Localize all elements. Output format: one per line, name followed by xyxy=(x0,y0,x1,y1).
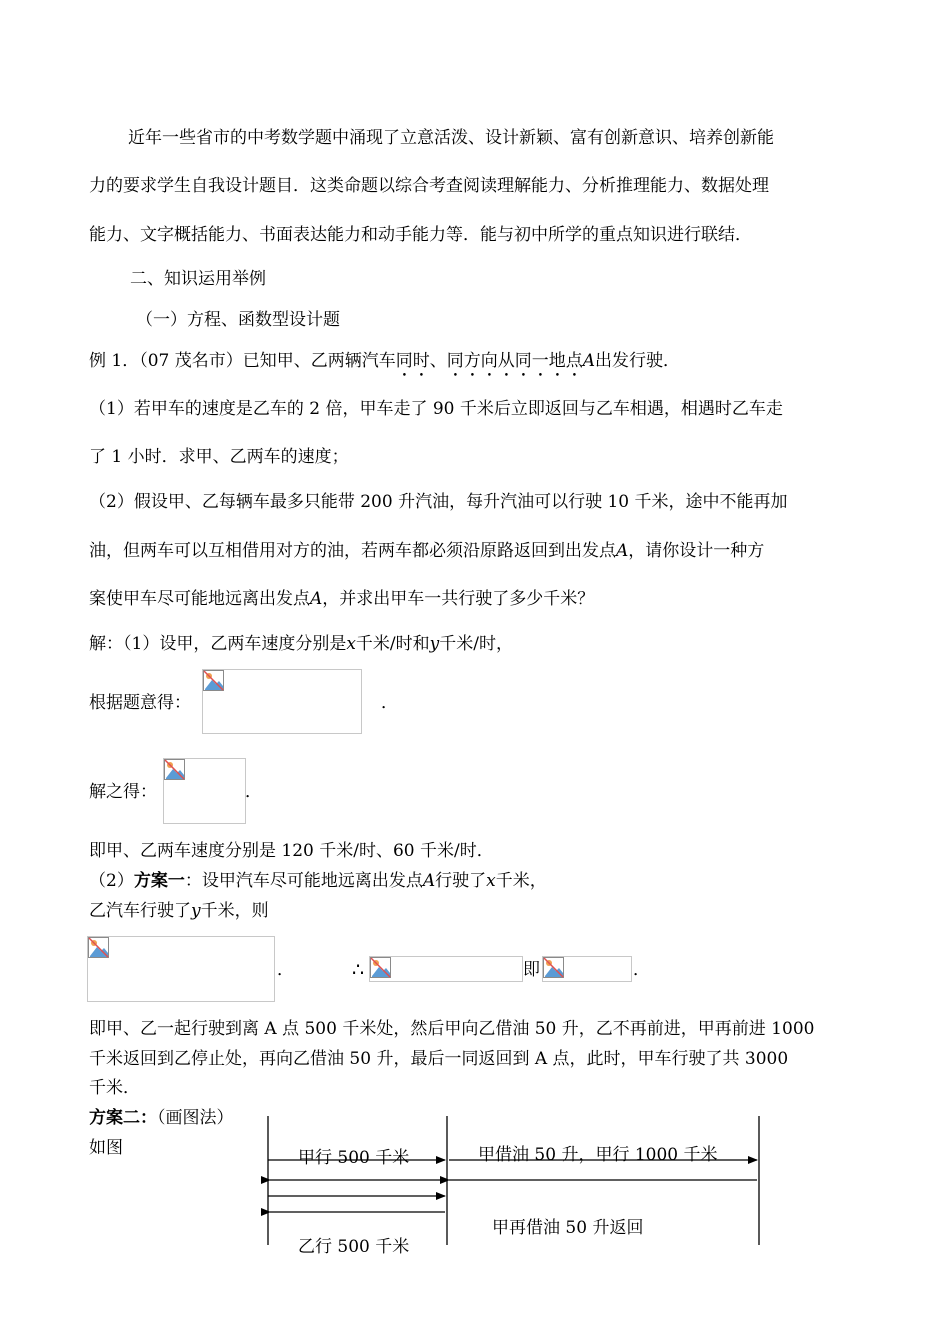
plan-text: ：设甲汽车尽可能地远离出发点 xyxy=(184,871,423,891)
plan-text: 乙汽车行驶了 xyxy=(89,901,191,921)
plan-text: 行驶了 xyxy=(435,871,487,891)
var-a: A xyxy=(616,541,629,561)
intro-line-1: 近年一些省市的中考数学题中涌现了立意活泼、设计新颖、富有创新意识、培养创新能 xyxy=(128,128,774,148)
sol-text: 解：（1）设甲，乙两车速度分别是 xyxy=(89,634,347,654)
var-y: y xyxy=(191,901,201,921)
intro-line-2: 力的要求学生自我设计题目．这类命题以综合考查阅读理解能力、分析推理能力、数据处理 xyxy=(89,176,769,196)
example-emphasis: 同时、同方向从同一地点 xyxy=(395,351,583,371)
var-x: x xyxy=(486,871,496,891)
var-a: A xyxy=(582,351,596,371)
diagram-label-jia-500: 甲行 500 千米 xyxy=(298,1148,410,1168)
diagram-label-borrow-1000: 甲借油 50 升，甲行 1000 千米 xyxy=(478,1145,718,1165)
q2-text-c: 案使甲车尽可能地远离出发点 xyxy=(89,589,310,609)
plan-2-figure-ref: 如图 xyxy=(89,1138,123,1158)
plan-text: （2） xyxy=(89,871,134,891)
plan-text: 千米， xyxy=(495,871,547,891)
plan-1-explain-2: 千米返回到乙停止处，再向乙借油 50 升，最后一同返回到 A 点，此时，甲车行驶了共 3000 xyxy=(89,1049,789,1069)
diagram-label-borrow-return: 甲再借油 50 升返回 xyxy=(492,1218,644,1238)
example-prefix: 例 1．（07 茂名市）已知甲、乙两辆汽车 xyxy=(89,351,396,371)
example-suffix: 出发行驶． xyxy=(595,351,681,371)
inequality-end-dot: ． xyxy=(277,960,294,980)
equation-end-dot: ． xyxy=(381,693,398,713)
q2-text-a: 油，但两车可以互相借用对方的油，若两车都必须沿原路返回到出发点 xyxy=(89,541,616,561)
plan-1-title: 方案一 xyxy=(133,871,185,891)
var-a: A xyxy=(422,871,436,891)
var-x: x xyxy=(346,634,356,654)
plan-text: 千米，则 xyxy=(200,901,269,921)
result-end-dot: ． xyxy=(633,960,650,980)
plan-1-explain-1: 即甲、乙一起行驶到离 A 点 500 千米处，然后甲向乙借油 50 升，乙不再前进，甲再前进 1000 xyxy=(89,1019,815,1039)
q2-text-d: ，并求出甲车一共行驶了多少千米？ xyxy=(322,589,595,609)
sol-text: 千米/时和 xyxy=(355,634,430,654)
solve-end-dot: ． xyxy=(245,782,262,802)
solve-label: 解之得： xyxy=(89,782,157,802)
equation-system-label: 根据题意得： xyxy=(89,693,191,713)
plan-1-explain-3: 千米． xyxy=(89,1078,140,1098)
intro-line-3: 能力、文字概括能力、书面表达能力和动手能力等．能与初中所学的重点知识进行联结． xyxy=(89,225,752,245)
q2-text-b: ，请你设计一种方 xyxy=(628,541,765,561)
var-a: A xyxy=(310,589,323,609)
section-heading: 二、知识运用举例 xyxy=(130,269,266,289)
speed-result: 即甲、乙两车速度分别是 120 千米/时、60 千米/时． xyxy=(89,841,494,861)
plan-2-title: 方案二： xyxy=(89,1108,157,1128)
var-y: y xyxy=(429,634,440,654)
diagram-label-yi-500: 乙行 500 千米 xyxy=(298,1237,410,1257)
question-1-line-1: （1）若甲车的速度是乙车的 2 倍，甲车走了 90 千米后立即返回与乙车相遇，相遇时乙车走 xyxy=(89,399,783,419)
question-2-line-1: （2）假设甲、乙每辆车最多只能带 200 升汽油，每升汽油可以行驶 10 千米，途中不能再加 xyxy=(89,492,788,512)
therefore-symbol: ∴ xyxy=(352,959,365,981)
sol-text: 千米/时， xyxy=(439,634,513,654)
plan-2-method: （画图法） xyxy=(157,1108,234,1128)
ji-text: 即 xyxy=(523,960,540,980)
question-1-line-2: 了 1 小时．求甲、乙两车的速度； xyxy=(89,447,349,467)
subsection-heading: （一）方程、函数型设计题 xyxy=(136,310,340,330)
